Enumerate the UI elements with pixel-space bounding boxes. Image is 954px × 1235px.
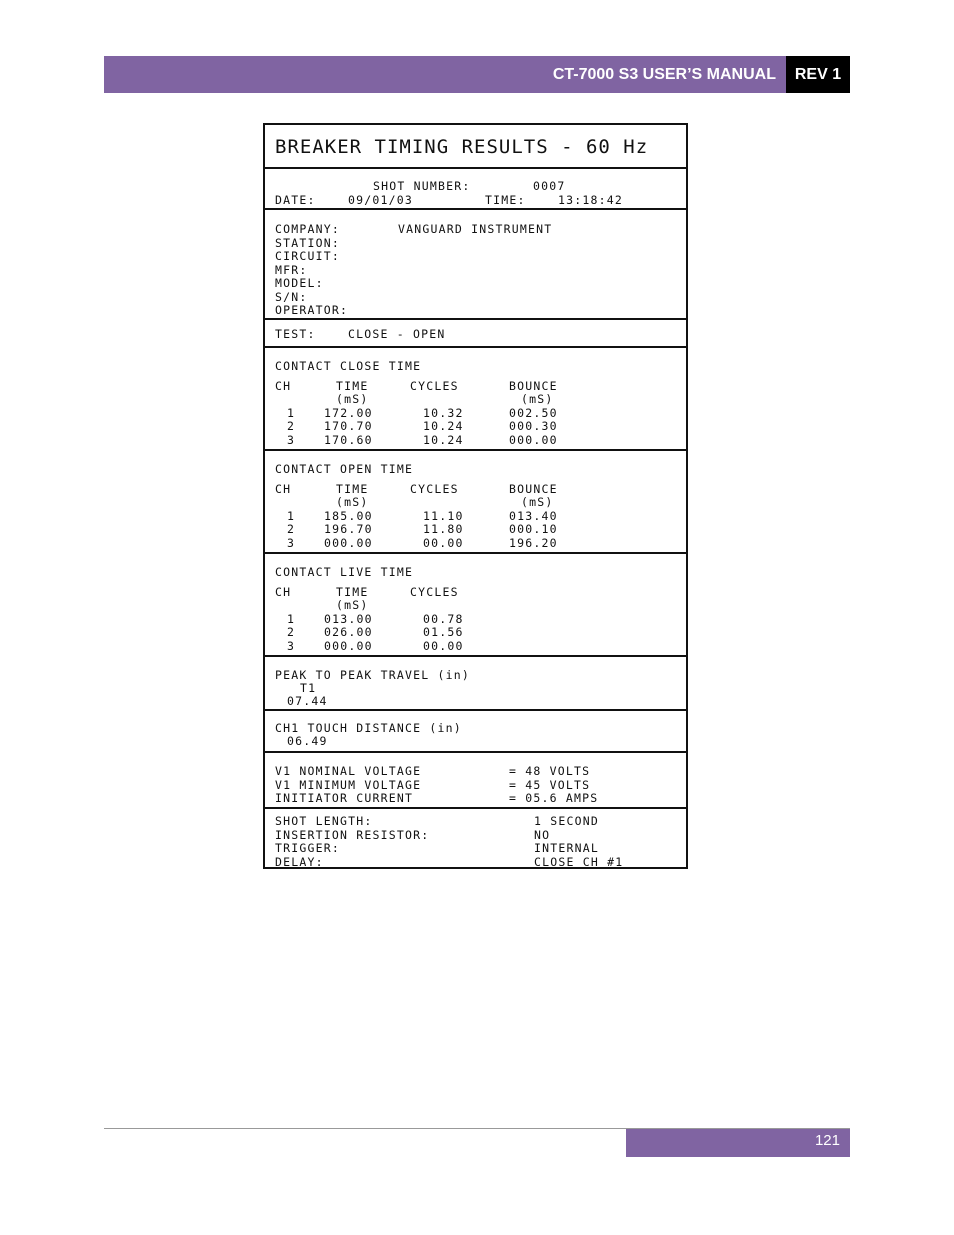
table-cell: 170.70 (324, 419, 373, 433)
contact-open-section (265, 451, 686, 554)
insertion-resistor-value: NO (534, 828, 551, 842)
table-cell: 196.20 (509, 536, 558, 550)
travel-channel: T1 (300, 681, 317, 695)
company-info-section (265, 210, 686, 320)
peak-travel-section (265, 657, 686, 711)
open-header-bounce: BOUNCE (509, 482, 558, 496)
touch-value: 06.49 (287, 734, 328, 748)
company-label: COMPANY: (275, 222, 340, 236)
contact-close-section (265, 348, 686, 451)
nominal-voltage-label: V1 NOMINAL VOLTAGE (275, 764, 422, 778)
contact-live-section (265, 554, 686, 657)
open-header-cycles: CYCLES (410, 482, 459, 496)
table-cell: 013.40 (509, 509, 558, 523)
touch-distance-section (265, 711, 686, 753)
open-header-ch: CH (275, 482, 292, 496)
live-header-cycles: CYCLES (410, 585, 459, 599)
shot-number: 0007 (533, 179, 566, 193)
open-unit-bounce: (mS) (521, 495, 554, 509)
minimum-voltage-label: V1 MINIMUM VOLTAGE (275, 778, 422, 792)
table-cell: 2 (287, 625, 296, 639)
header-bar (104, 56, 786, 93)
shot-number-label: SHOT NUMBER: (373, 179, 471, 193)
table-cell: 2 (287, 419, 296, 433)
voltage-section (265, 753, 686, 809)
table-cell: 196.70 (324, 522, 373, 536)
table-cell: 10.32 (423, 406, 464, 420)
manual-title: CT-7000 S3 USER’S MANUAL (552, 66, 776, 83)
delay-label: DELAY: (275, 855, 324, 869)
close-unit-time: (mS) (336, 392, 369, 406)
trigger-label: TRIGGER: (275, 841, 340, 855)
table-cell: 1 (287, 406, 296, 420)
table-cell: 013.00 (324, 612, 373, 626)
page-number: 121 (814, 1132, 840, 1149)
table-cell: 000.00 (324, 536, 373, 550)
table-cell: 000.10 (509, 522, 558, 536)
live-header-time: TIME (336, 585, 369, 599)
date-label: DATE: (275, 193, 316, 207)
report-title-section (265, 125, 686, 169)
table-cell: 000.00 (509, 433, 558, 447)
trigger-value: INTERNAL (534, 841, 599, 855)
table-cell: 10.24 (423, 433, 464, 447)
table-cell: 000.00 (324, 639, 373, 653)
company-value: VANGUARD INSTRUMENT (398, 222, 553, 236)
table-cell: 2 (287, 522, 296, 536)
date-value: 09/01/03 (348, 193, 413, 207)
travel-value: 07.44 (287, 694, 328, 708)
live-title: CONTACT LIVE TIME (275, 565, 414, 579)
footer-page-box (626, 1129, 850, 1157)
table-cell: 002.50 (509, 406, 558, 420)
mfr-label: MFR: (275, 263, 308, 277)
table-cell: 11.10 (423, 509, 464, 523)
minimum-voltage-value: = 45 VOLTS (509, 778, 591, 792)
station-label: STATION: (275, 236, 340, 250)
operator-label: OPERATOR: (275, 303, 349, 317)
table-cell: 185.00 (324, 509, 373, 523)
shot-length-value: 1 SECOND (534, 814, 599, 828)
open-header-time: TIME (336, 482, 369, 496)
table-cell: 01.56 (423, 625, 464, 639)
table-cell: 3 (287, 536, 296, 550)
circuit-label: CIRCUIT: (275, 249, 340, 263)
table-cell: 170.60 (324, 433, 373, 447)
test-type-section (265, 320, 686, 348)
table-cell: 1 (287, 509, 296, 523)
shot-info-section (265, 169, 686, 210)
table-cell: 3 (287, 639, 296, 653)
close-title: CONTACT CLOSE TIME (275, 359, 422, 373)
test-value: CLOSE - OPEN (348, 327, 446, 341)
table-cell: 026.00 (324, 625, 373, 639)
shot-length-label: SHOT LENGTH: (275, 814, 373, 828)
travel-title: PEAK TO PEAK TRAVEL (in) (275, 668, 470, 682)
close-header-time: TIME (336, 379, 369, 393)
timing-report-printout (263, 123, 688, 869)
serial-label: S/N: (275, 290, 308, 304)
model-label: MODEL: (275, 276, 324, 290)
table-cell: 11.80 (423, 522, 464, 536)
close-header-bounce: BOUNCE (509, 379, 558, 393)
table-cell: 1 (287, 612, 296, 626)
table-cell: 00.00 (423, 536, 464, 550)
table-cell: 00.78 (423, 612, 464, 626)
live-header-ch: CH (275, 585, 292, 599)
table-cell: 000.30 (509, 419, 558, 433)
table-cell: 172.00 (324, 406, 373, 420)
time-label: TIME: (485, 193, 526, 207)
close-header-ch: CH (275, 379, 292, 393)
close-header-cycles: CYCLES (410, 379, 459, 393)
report-title: BREAKER TIMING RESULTS - 60 Hz (275, 136, 649, 158)
table-cell: 3 (287, 433, 296, 447)
settings-section (265, 809, 686, 867)
open-title: CONTACT OPEN TIME (275, 462, 414, 476)
initiator-current-value: = 05.6 AMPS (509, 791, 599, 805)
initiator-current-label: INITIATOR CURRENT (275, 791, 414, 805)
live-unit-time: (mS) (336, 598, 369, 612)
test-label: TEST: (275, 327, 316, 341)
time-value: 13:18:42 (558, 193, 623, 207)
revision-badge: REV 1 (786, 56, 850, 93)
nominal-voltage-value: = 48 VOLTS (509, 764, 591, 778)
table-cell: 10.24 (423, 419, 464, 433)
close-unit-bounce: (mS) (521, 392, 554, 406)
open-unit-time: (mS) (336, 495, 369, 509)
delay-value: CLOSE CH #1 (534, 855, 624, 869)
insertion-resistor-label: INSERTION RESISTOR: (275, 828, 430, 842)
touch-title: CH1 TOUCH DISTANCE (in) (275, 721, 462, 735)
table-cell: 00.00 (423, 639, 464, 653)
